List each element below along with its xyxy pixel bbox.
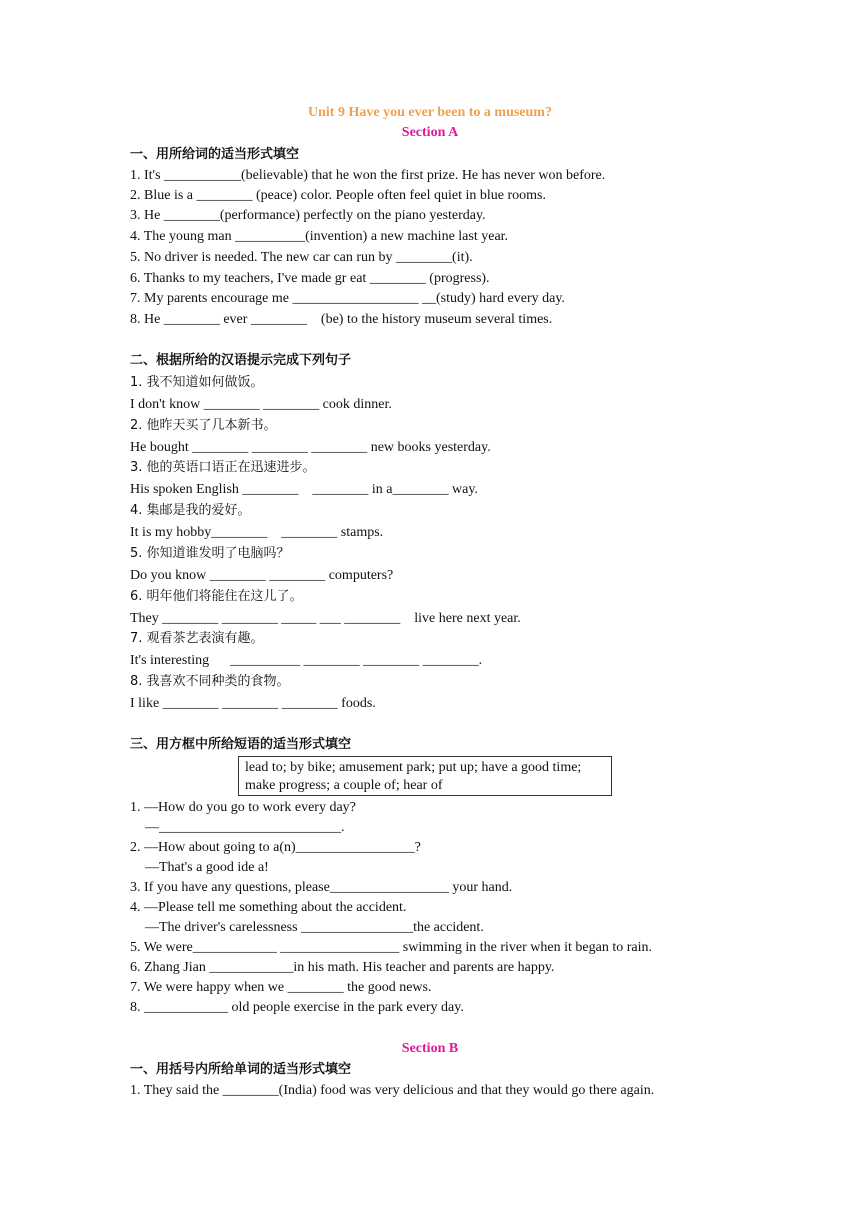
section-a-title: Section A (401, 125, 459, 140)
part2-en-sentence: It's interesting __________ ________ ________ ________. (130, 653, 483, 668)
part1-item: 7. My parents encourage me __________________ __(study) hard every day. (130, 291, 565, 306)
part1-item: 3. He ________(performance) perfectly on the piano yesterday. (130, 208, 486, 223)
phrase-box-line: make progress; a couple of; hear of (245, 778, 443, 793)
part2-en-sentence: I like ________ ________ ________ foods. (130, 696, 376, 711)
section-b-title: Section B (401, 1041, 459, 1056)
part2-en-sentence: It is my hobby________ ________ stamps. (130, 525, 384, 540)
part2-heading: 二、根据所给的汉语提示完成下列句子 (130, 353, 352, 368)
part2-cn-prompt: 5. 你知道谁发明了电脑吗？ (130, 546, 290, 561)
part3-item: 1. —How do you go to work every day? (130, 800, 356, 815)
part3-item: —That's a good ide a! (145, 860, 269, 875)
part2-cn-prompt: 2. 他昨天买了几本新书。 (130, 418, 277, 433)
part3-item: 3. If you have any questions, please_________________ your hand. (130, 880, 513, 895)
part2-en-sentence: Do you know ________ ________ computers? (130, 568, 394, 583)
page-title: Unit 9 Have you ever been to a museum? (308, 105, 552, 120)
part4-item: 1. They said the ________(India) food was very delicious and that they would go there again. (130, 1083, 655, 1098)
part4-heading: 一、用括号内所给单词的适当形式填空 (130, 1062, 352, 1077)
part2-en-sentence: They ________ ________ _____ ___ ________ live here next year. (130, 611, 521, 626)
part1-item: 4. The young man __________(invention) a new machine last year. (130, 229, 509, 244)
part3-item: 4. —Please tell me something about the accident. (130, 900, 407, 915)
part3-heading: 三、用方框中所给短语的适当形式填空 (130, 737, 352, 752)
part2-cn-prompt: 4. 集邮是我的爱好。 (130, 503, 251, 518)
part2-cn-prompt: 1. 我不知道如何做饭。 (130, 375, 264, 390)
part3-item: 6. Zhang Jian ____________in his math. His teacher and parents are happy. (130, 960, 555, 975)
part2-cn-prompt: 3. 他的英语口语正在迅速进步。 (130, 460, 316, 475)
phrase-box-line: lead to; by bike; amusement park; put up; have a good time; (245, 760, 582, 775)
part1-item: 6. Thanks to my teachers, I've made gr eat ________ (progress). (130, 271, 490, 286)
part3-item: 2. —How about going to a(n)_________________? (130, 840, 421, 855)
part3-item: —__________________________. (145, 820, 345, 835)
part1-item: 5. No driver is needed. The new car can run by ________(it). (130, 250, 473, 265)
part1-item: 1. It's ___________(believable) that he won the first prize. He has never won before. (130, 168, 606, 183)
part3-item: 7. We were happy when we ________ the good news. (130, 980, 432, 995)
part3-item: 8. ____________ old people exercise in the park every day. (130, 1000, 464, 1015)
part2-cn-prompt: 6. 明年他们将能住在这儿了。 (130, 589, 303, 604)
phrase-box (238, 756, 612, 796)
part2-cn-prompt: 8. 我喜欢不同种类的食物。 (130, 674, 290, 689)
part3-item: 5. We were____________ _________________ swimming in the river when it began to rain. (130, 940, 652, 955)
part1-item: 2. Blue is a ________ (peace) color. People often feel quiet in blue rooms. (130, 188, 547, 203)
part2-en-sentence: He bought ________ ________ ________ new books yesterday. (130, 440, 491, 455)
part2-en-sentence: His spoken English ________ ________ in a________ way. (130, 482, 478, 497)
part1-heading: 一、用所给词的适当形式填空 (130, 147, 300, 162)
part3-item: —The driver's carelessness ________________the accident. (145, 920, 484, 935)
part2-en-sentence: I don't know ________ ________ cook dinner. (130, 397, 392, 412)
part2-cn-prompt: 7. 观看茶艺表演有趣。 (130, 631, 264, 646)
part1-item: 8. He ________ ever ________ (be) to the history museum several times. (130, 312, 553, 327)
